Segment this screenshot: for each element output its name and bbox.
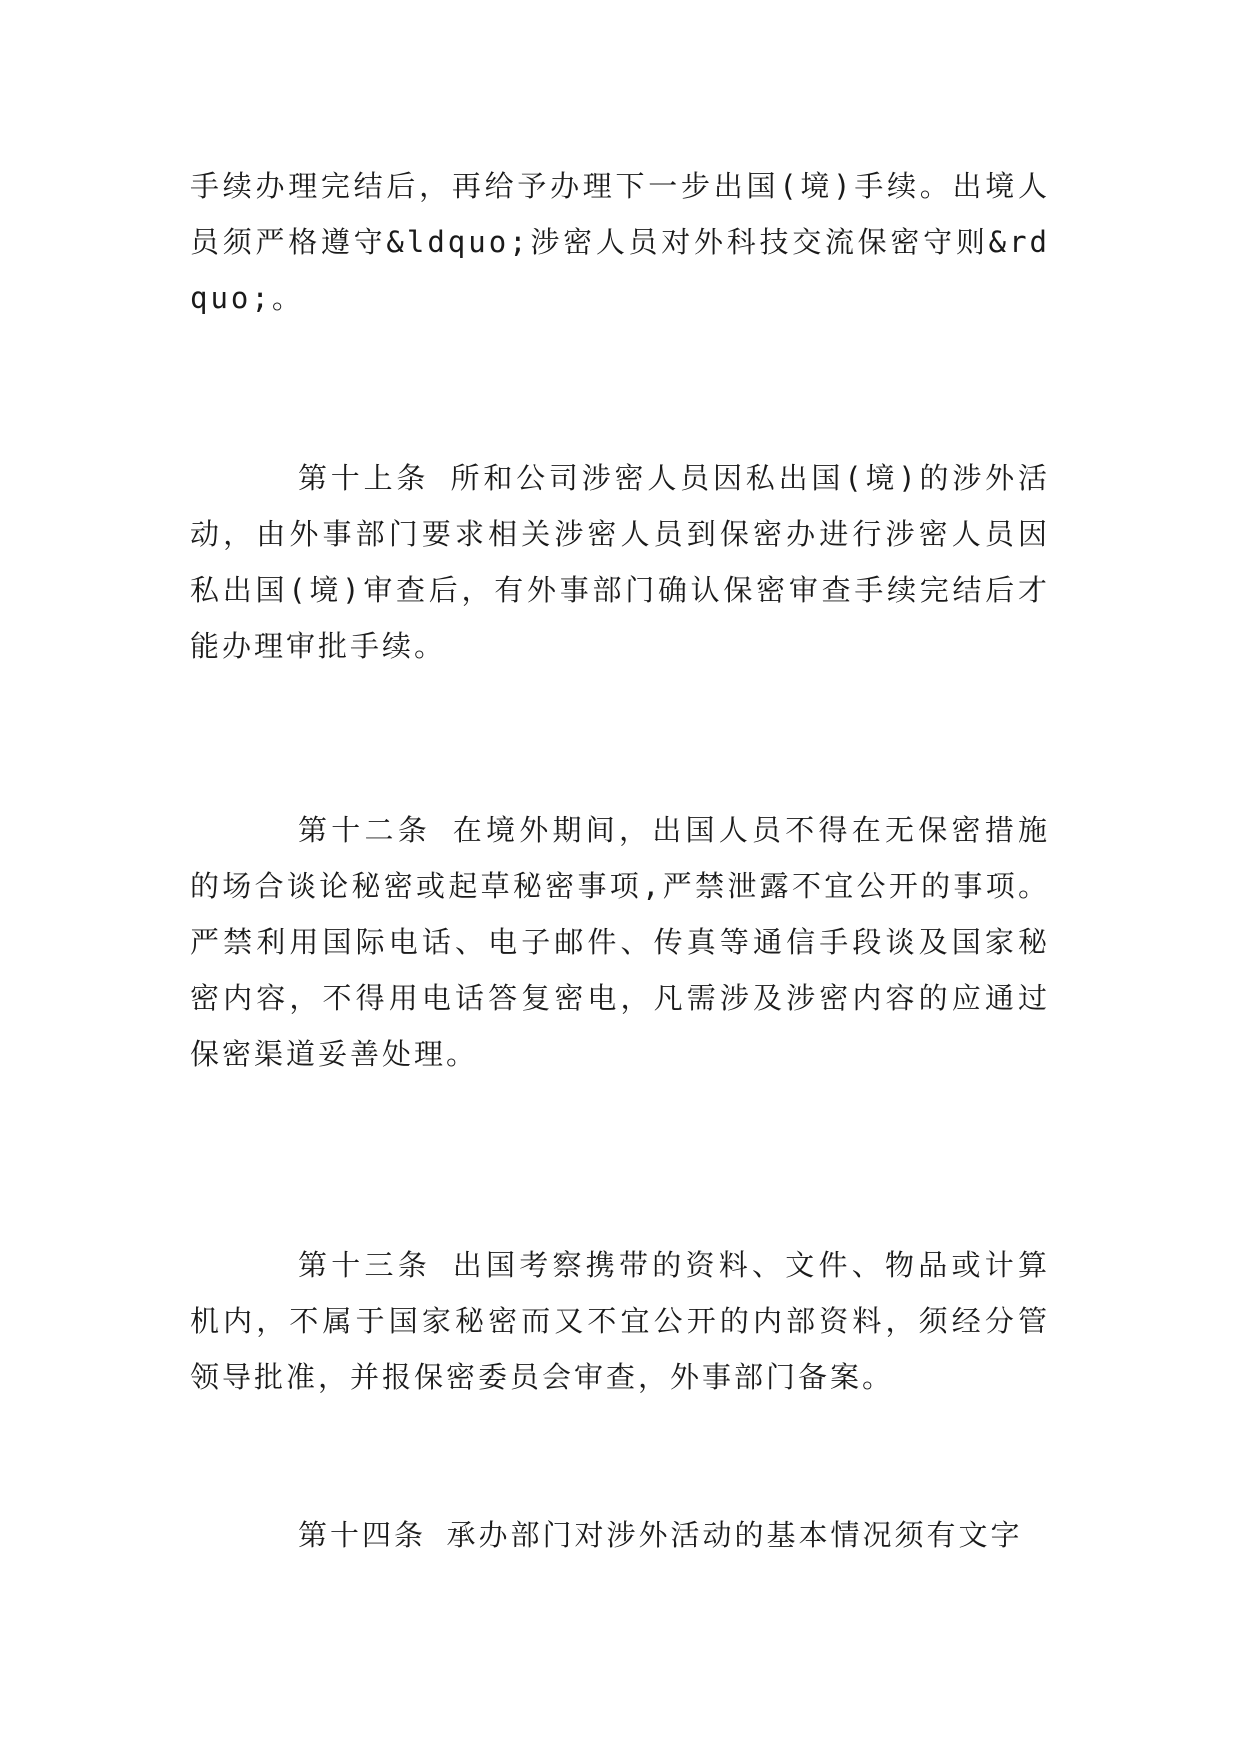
paragraph-article-12: 第十二条 在境外期间，出国人员不得在无保密措施的场合谈论秘密或起草秘密事项,严禁泄露不宜公开的事项。严禁利用国际电话、电子邮件、传真等通信手段谈及国家秘密内容，不得用电话答复密电，凡需涉及涉密内容的应通过保密渠道妥善处理。 (190, 813, 1050, 1071)
paragraph-continuation: 手续办理完结后，再给予办理下一步出国(境)手续。出境人员须严格遵守&ldquo;涉密人员对外科技交流保密守则&rdquo;。 (190, 169, 1050, 315)
paragraph-article-14: 第十四条 承办部门对涉外活动的基本情况须有文字 (298, 1518, 1023, 1552)
paragraph-article-13: 第十三条 出国考察携带的资料、文件、物品或计算机内，不属于国家秘密而又不宜公开的内部资料，须经分管领导批准，并报保密委员会审查，外事部门备案。 (190, 1248, 1050, 1394)
paragraph-article-11: 第十上条 所和公司涉密人员因私出国(境)的涉外活动，由外事部门要求相关涉密人员到保密办进行涉密人员因私出国(境)审查后，有外事部门确认保密审查手续完结后才能办理审批手续。 (190, 461, 1050, 663)
